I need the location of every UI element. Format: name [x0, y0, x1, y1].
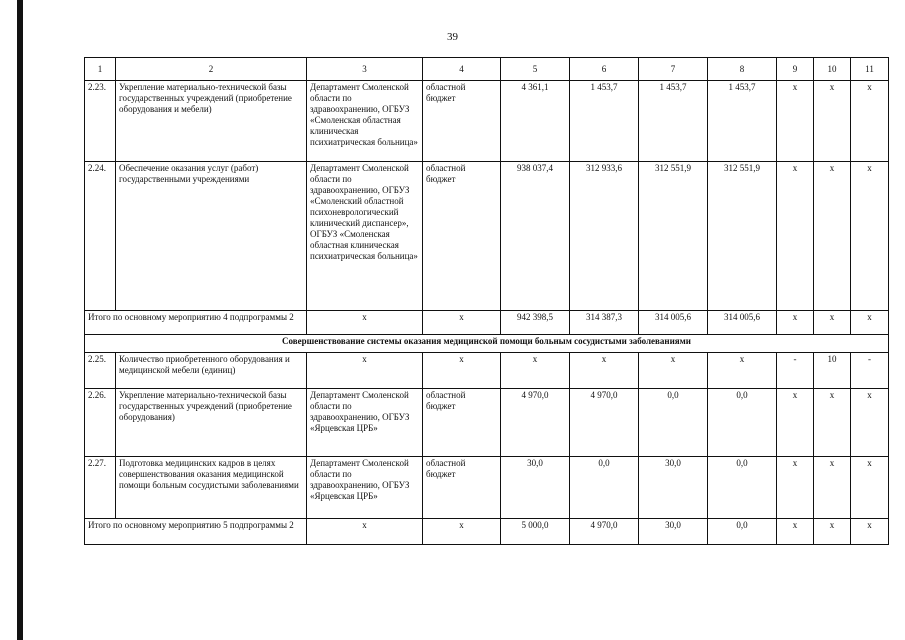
total-value: х — [851, 519, 889, 545]
row-value: 10 — [814, 353, 851, 389]
total-value: х — [777, 311, 814, 335]
table-row — [85, 353, 889, 389]
total-value: х — [814, 519, 851, 545]
page-number: 39 — [447, 31, 458, 43]
total-value: 314 005,6 — [708, 311, 777, 335]
row-funding-source: областной бюджет — [423, 457, 501, 519]
total-value: х — [423, 519, 501, 545]
row-value: х — [570, 353, 639, 389]
table-row — [85, 389, 889, 457]
row-value: х — [814, 457, 851, 519]
row-executor: Департамент Смоленской области по здравоохранению, ОГБУЗ «Ярцевская ЦРБ» — [307, 457, 423, 519]
section-row — [85, 335, 889, 353]
row-value: 938 037,4 — [501, 162, 570, 311]
row-description: Укрепление материально-технической базы государственных учреждений (приобретение оборудования и мебели) — [116, 81, 307, 162]
col-header: 10 — [814, 58, 851, 81]
row-value: х — [777, 162, 814, 311]
row-executor: Департамент Смоленской области по здравоохранению, ОГБУЗ «Смоленский областной психоневрологический клинический диспансер», ОГБУЗ «Смоленская областная клиническая психиатрическая больница» — [307, 162, 423, 311]
row-value: - — [777, 353, 814, 389]
row-value: - — [851, 353, 889, 389]
total-value: 942 398,5 — [501, 311, 570, 335]
total-value: 5 000,0 — [501, 519, 570, 545]
total-value: х — [307, 519, 423, 545]
row-value: 30,0 — [639, 457, 708, 519]
row-value: х — [851, 81, 889, 162]
row-executor: х — [307, 353, 423, 389]
total-row — [85, 519, 889, 545]
col-header: 8 — [708, 58, 777, 81]
row-number: 2.24. — [85, 162, 116, 311]
total-value: 314 005,6 — [639, 311, 708, 335]
total-label: Итого по основному мероприятию 4 подпрограммы 2 — [85, 311, 307, 335]
row-executor: Департамент Смоленской области по здравоохранению, ОГБУЗ «Ярцевская ЦРБ» — [307, 389, 423, 457]
row-funding-source: х — [423, 353, 501, 389]
row-value: 4 970,0 — [570, 389, 639, 457]
col-header: 5 — [501, 58, 570, 81]
total-label: Итого по основному мероприятию 5 подпрограммы 2 — [85, 519, 307, 545]
row-value: х — [851, 457, 889, 519]
row-value: х — [851, 389, 889, 457]
total-value: х — [851, 311, 889, 335]
row-value: х — [639, 353, 708, 389]
col-header: 2 — [116, 58, 307, 81]
row-value: 1 453,7 — [639, 81, 708, 162]
total-value: 30,0 — [639, 519, 708, 545]
row-value: 0,0 — [708, 457, 777, 519]
row-value: 30,0 — [501, 457, 570, 519]
col-header: 4 — [423, 58, 501, 81]
total-value: х — [307, 311, 423, 335]
col-header: 1 — [85, 58, 116, 81]
total-value: х — [814, 311, 851, 335]
col-header: 9 — [777, 58, 814, 81]
row-value: х — [814, 81, 851, 162]
row-value: 0,0 — [570, 457, 639, 519]
row-value: 1 453,7 — [708, 81, 777, 162]
row-funding-source: областной бюджет — [423, 162, 501, 311]
row-value: 312 933,6 — [570, 162, 639, 311]
row-value: 312 551,9 — [639, 162, 708, 311]
row-description: Подготовка медицинских кадров в целях совершенствования оказания медицинской помощи больным сосудистыми заболеваниями — [116, 457, 307, 519]
row-number: 2.26. — [85, 389, 116, 457]
row-executor: Департамент Смоленской области по здравоохранению, ОГБУЗ «Смоленская областная клиническая психиатрическая больница» — [307, 81, 423, 162]
row-value: х — [708, 353, 777, 389]
row-value: 4 361,1 — [501, 81, 570, 162]
row-value: 312 551,9 — [708, 162, 777, 311]
row-funding-source: областной бюджет — [423, 389, 501, 457]
row-value: 4 970,0 — [501, 389, 570, 457]
row-number: 2.27. — [85, 457, 116, 519]
row-value: х — [777, 81, 814, 162]
column-number-row — [85, 58, 889, 81]
row-value: 0,0 — [708, 389, 777, 457]
total-row — [85, 311, 889, 335]
row-value: х — [851, 162, 889, 311]
row-description: Укрепление материально-технической базы государственных учреждений (приобретение оборудования) — [116, 389, 307, 457]
section-title: Совершенствование системы оказания медицинской помощи больным сосудистыми заболеваниями — [85, 335, 889, 353]
scan-edge-bar — [17, 0, 23, 640]
row-number: 2.25. — [85, 353, 116, 389]
table-row — [85, 457, 889, 519]
row-description: Количество приобретенного оборудования и медицинской мебели (единиц) — [116, 353, 307, 389]
total-value: х — [423, 311, 501, 335]
col-header: 7 — [639, 58, 708, 81]
row-value: х — [814, 162, 851, 311]
table-row — [85, 162, 889, 311]
row-value: х — [814, 389, 851, 457]
row-value: х — [501, 353, 570, 389]
total-value: х — [777, 519, 814, 545]
col-header: 11 — [851, 58, 889, 81]
row-value: 1 453,7 — [570, 81, 639, 162]
total-value: 4 970,0 — [570, 519, 639, 545]
row-description: Обеспечение оказания услуг (работ) государственными учреждениями — [116, 162, 307, 311]
row-value: 0,0 — [639, 389, 708, 457]
total-value: 314 387,3 — [570, 311, 639, 335]
row-number: 2.23. — [85, 81, 116, 162]
table-row — [85, 81, 889, 162]
program-table — [84, 57, 889, 545]
total-value: 0,0 — [708, 519, 777, 545]
row-value: х — [777, 457, 814, 519]
row-value: х — [777, 389, 814, 457]
row-funding-source: областной бюджет — [423, 81, 501, 162]
col-header: 6 — [570, 58, 639, 81]
col-header: 3 — [307, 58, 423, 81]
